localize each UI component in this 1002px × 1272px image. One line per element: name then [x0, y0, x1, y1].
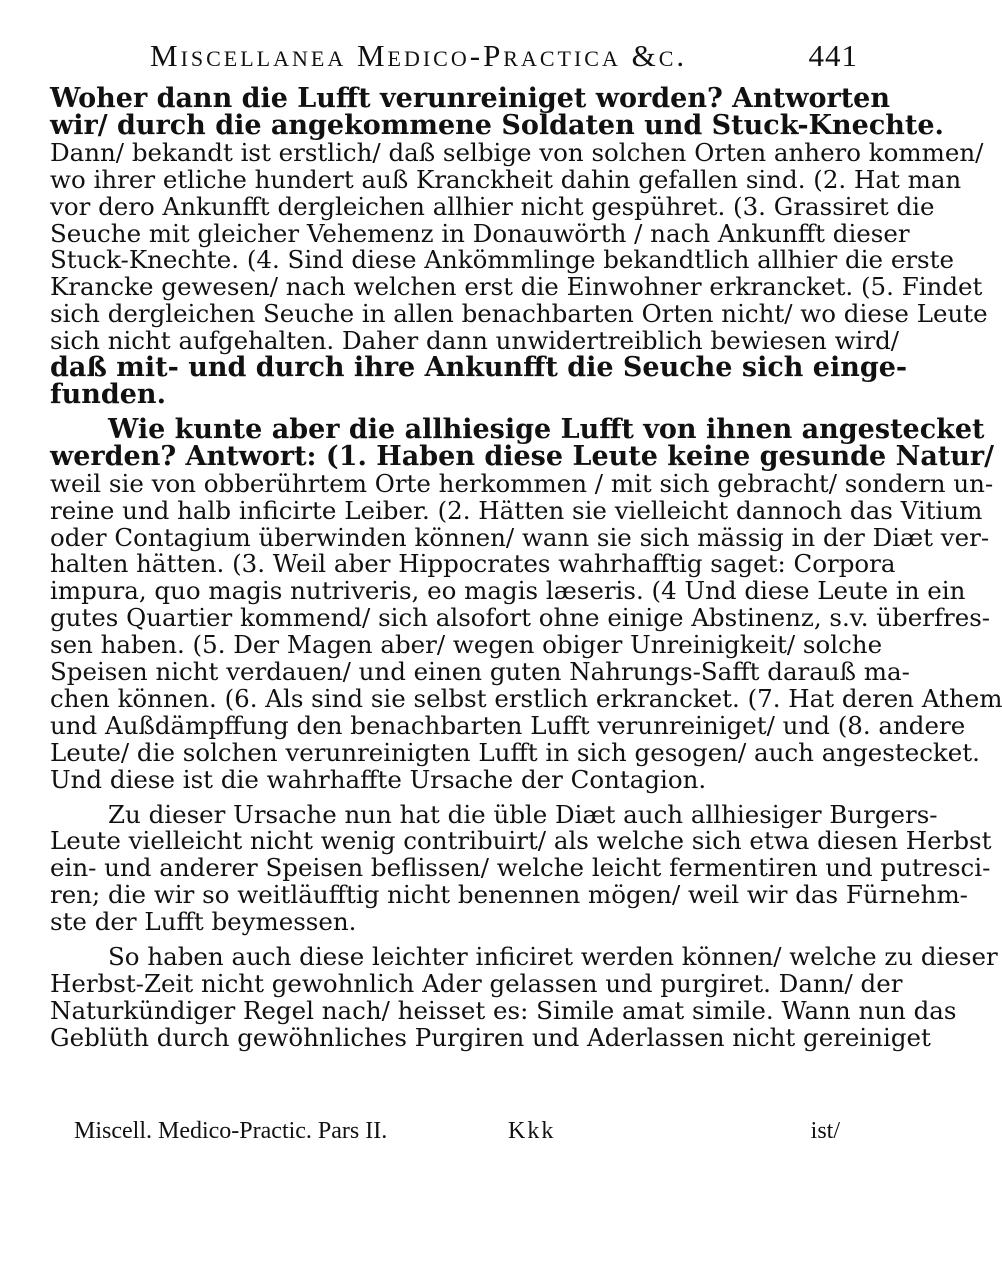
- text-line: Leute/ die solchen verunreinigten Lufft in sich gesogen/ auch angestecket.: [50, 737, 980, 767]
- text-line: sich dergleichen Seuche in allen benachbarten Orten nicht/ wo diese Leute: [50, 299, 988, 329]
- running-header: [50, 30, 862, 86]
- text-line: halten hätten. (3. Weil aber Hippocrates wahrhafftig saget: Corpora: [50, 549, 896, 579]
- text-line: wir/ durch die angekommene Soldaten und Stuck-Knechte.: [50, 109, 944, 141]
- book-page: [50, 30, 1002, 1144]
- text-line: So haben auch diese leichter inficiret werden können/ welche zu dieser: [108, 942, 998, 972]
- text-line: Herbst-Zeit nicht gewohnlich Ader gelassen und purgiret. Dann/ der: [50, 969, 903, 998]
- text-line: wo ihrer etliche hundert auß Kranckheit dahin gefallen sind. (2. Hat man: [50, 164, 962, 194]
- text-line: werden? Antwort: (1. Haben diese Leute keine gesunde Natur/: [50, 440, 994, 472]
- text-line: Seuche mit gleicher Vehemenz in Donauwörth / nach Ankunfft dieser: [50, 218, 910, 248]
- text-line: Und diese ist die wahrhaffte Ursache der Contagion.: [50, 764, 707, 794]
- text-line: Stuck-Knechte. (4. Sind diese Ankömmlinge bekandtlich allhier die erste: [50, 245, 954, 275]
- page-footer: [50, 1118, 862, 1150]
- text-line: funden.: [50, 378, 166, 410]
- text-line: gutes Quartier kommend/ sich alsofort ohne einige Abstinenz, s.v. überfres-: [50, 603, 991, 633]
- text-line: oder Contagium überwinden können/ wann sie sich mässig in der Diæt ver-: [50, 522, 990, 552]
- text-line: Woher dann die Lufft verunreiniget worden? Antworten: [50, 83, 890, 114]
- text-line: ste der Lufft beymessen.: [50, 907, 357, 937]
- text-line: Dann/ bekandt ist erstlich/ daß selbige von solchen Orten anhero kommen/: [50, 137, 984, 167]
- text-line: reine und halb inficirte Leiber. (2. Hätten sie vielleicht dannoch das Vitium: [50, 495, 983, 525]
- text-line: impura, quo magis nutriveris, eo magis læseris. (4 Und diese Leute in ein: [50, 576, 966, 606]
- text-line: daß mit- und durch ihre Ankunfft die Seuche sich einge-: [50, 352, 908, 384]
- text-line: vor dero Ankunfft dergleichen allhier nicht gespühret. (3. Grassiret die: [50, 191, 935, 221]
- quire-mark: Kkk: [508, 1118, 556, 1144]
- text-line: chen können. (6. Als sind sie selbst erstlich erkrancket. (7. Hat deren Athem: [50, 683, 1002, 713]
- text-line: Wie kunte aber die allhiesige Lufft von ihnen angestecket: [108, 413, 985, 445]
- paragraph: [50, 942, 998, 1052]
- text-line: ren; die wir so weitläufftig nicht benennen mögen/ weil wir das Fürnehm-: [50, 880, 968, 910]
- text-line: und Außdämpffung den benachbarten Lufft verunreiniget/ und (8. andere: [50, 710, 966, 740]
- text-line: Zu dieser Ursache nun hat die üble Diæt auch allhiesiger Burgers-: [108, 799, 938, 829]
- page-number: 441: [808, 38, 858, 73]
- signature-mark: Miscell. Medico-Practic. Pars II.: [74, 1118, 388, 1144]
- text-line: Naturkündiger Regel nach/ heisset es: Simile amat simile. Wann nun das: [50, 995, 957, 1025]
- text-line: weil sie von obberührtem Orte herkommen / mit sich gebracht/ sondern un-: [50, 468, 994, 498]
- paragraph: [50, 799, 992, 937]
- text-line: sen haben. (5. Der Magen aber/ wegen obiger Unreinigkeit/ solche: [50, 630, 883, 660]
- text-line: Krancke gewesen/ nach welchen erst die Einwohner erkrancket. (5. Findet: [50, 272, 983, 302]
- catchword: ist/: [810, 1118, 840, 1144]
- text-line: Geblüth durch gewöhnliches Purgiren und Aderlassen nicht gereiniget: [50, 1022, 931, 1052]
- text-line: Leute vielleicht nicht wenig contribuirt/ als welche sich etwa diesen Herbst: [50, 826, 992, 856]
- text-line: Speisen nicht verdauen/ und einen guten Nahrungs-Safft darauß ma-: [50, 657, 910, 687]
- text-line: ein- und anderer Speisen beflissen/ welche leicht fermentiren und putresci-: [50, 853, 991, 883]
- running-title: Miscellanea Medico-Practica &c.: [150, 38, 688, 73]
- paragraph: [50, 413, 1002, 794]
- paragraph: [50, 83, 988, 410]
- text-line: sich nicht aufgehalten. Daher dann unwidertreiblich bewiesen wird/: [50, 326, 900, 356]
